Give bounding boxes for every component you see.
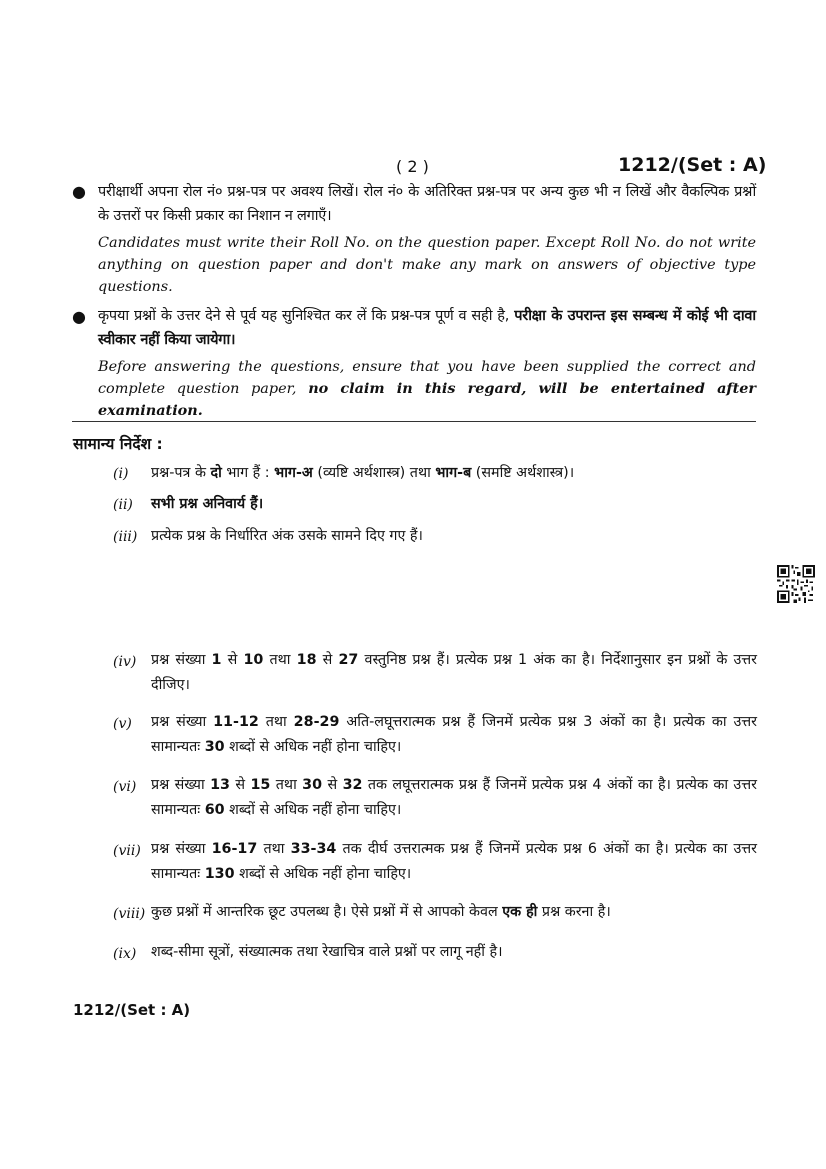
item-text-bold: सभी प्रश्न अनिवार्य हैं। bbox=[151, 496, 264, 512]
item-text-bold: 27 bbox=[338, 652, 359, 668]
item-text-bold: दो bbox=[210, 465, 222, 481]
item-number: (v) bbox=[113, 716, 132, 732]
item-number: (viii) bbox=[113, 906, 146, 922]
item-text: से bbox=[316, 652, 339, 668]
item-text: तथा bbox=[258, 714, 294, 730]
paper-code-header: 1212/(Set : A) bbox=[618, 154, 767, 176]
item-text-bold: 28-29 bbox=[293, 714, 340, 730]
item-number: (iv) bbox=[113, 654, 137, 670]
item-text: वस्तुनिष्ठ प्रश्न हैं। प्रत्येक प्रश्न 1 अंक का है। निर्देशानुसार इन प्रश्नों के उत्तर दीजिए। bbox=[151, 652, 758, 693]
item-text: शब्दों से अधिक नहीं होना चाहिए। bbox=[224, 739, 402, 755]
item-text-bold: 18 bbox=[296, 652, 317, 668]
item-text: तथा bbox=[263, 652, 297, 668]
item-text-bold: एक ही bbox=[502, 904, 538, 920]
item-text: प्रश्न संख्या bbox=[151, 652, 212, 668]
instruction-2-english-bold: no claim in this regard, will be entertained after examination. bbox=[98, 380, 756, 419]
item-text: प्रश्न संख्या bbox=[151, 714, 214, 730]
item-number: (vii) bbox=[113, 843, 141, 859]
bullet-icon: ● bbox=[72, 182, 86, 201]
item-text-bold: 33-34 bbox=[290, 841, 337, 857]
paper-code-footer: 1212/(Set : A) bbox=[73, 1001, 191, 1019]
item-text: प्रत्येक प्रश्न के निर्धारित अंक उसके सामने दिए गए हैं। bbox=[151, 528, 423, 544]
general-item bbox=[151, 710, 757, 760]
general-item bbox=[151, 461, 757, 486]
item-text-bold: 130 bbox=[204, 866, 235, 882]
item-text-bold: 15 bbox=[250, 777, 271, 793]
item-text-bold: भाग-अ bbox=[274, 465, 313, 481]
item-text: प्रश्न संख्या bbox=[151, 777, 211, 793]
item-text: (व्यष्टि अर्थशास्त्र) तथा bbox=[312, 465, 436, 481]
item-text-bold: 60 bbox=[204, 802, 225, 818]
item-number: (i) bbox=[113, 466, 129, 482]
item-text-bold: 11-12 bbox=[213, 714, 259, 730]
item-text: अति-लघूत्तरात्मक प्रश्न हैं जिनमें प्रत्येक प्रश्न 3 अंकों का है। प्रत्येक का उत्तर सामान्यतः bbox=[151, 714, 758, 755]
item-text: प्रश्न संख्या bbox=[151, 841, 212, 857]
instruction-2-english-text: Before answering the questions, ensure that you have been supplied the correct and complete question paper, bbox=[98, 359, 756, 397]
general-item bbox=[151, 492, 757, 517]
item-text: प्रश्न करना है। bbox=[537, 904, 611, 920]
item-text: भाग हैं : bbox=[221, 465, 275, 481]
instruction-2-hindi-bold: परीक्षा के उपरान्त इस सम्बन्ध में कोई भी दावा स्वीकार नहीं किया जायेगा। bbox=[98, 308, 756, 348]
general-item bbox=[151, 773, 757, 823]
item-text: प्रश्न-पत्र के bbox=[151, 465, 211, 481]
item-text: शब्दों से अधिक नहीं होना चाहिए। bbox=[224, 802, 402, 818]
instruction-1-english: Candidates must write their Roll No. on the question paper. Except Roll No. do not write anything on question paper and don't make any mark on answers of objective type questions. bbox=[98, 235, 756, 295]
qr-code-icon bbox=[777, 565, 815, 603]
item-number: (iii) bbox=[113, 529, 138, 545]
item-text: कुछ प्रश्नों में आन्तरिक छूट उपलब्ध है। ऐसे प्रश्नों में से आपको केवल bbox=[151, 904, 503, 920]
instruction-2-hindi bbox=[98, 304, 756, 352]
general-item bbox=[151, 940, 757, 965]
item-text-bold: 10 bbox=[243, 652, 264, 668]
item-text: तथा bbox=[270, 777, 303, 793]
item-text: से bbox=[229, 777, 251, 793]
item-text-bold: भाग-ब bbox=[435, 465, 472, 481]
general-item bbox=[151, 900, 757, 925]
item-text: से bbox=[221, 652, 244, 668]
item-text-bold: 13 bbox=[210, 777, 230, 793]
item-number: (ix) bbox=[113, 946, 137, 962]
item-text: तक लघूत्तरात्मक प्रश्न हैं जिनमें प्रत्येक प्रश्न 4 अंकों का है। प्रत्येक का उत्तर सामान्यतः bbox=[151, 777, 757, 818]
item-text: तथा bbox=[257, 841, 291, 857]
item-text-bold: 1 bbox=[211, 652, 222, 668]
item-text: (समष्टि अर्थशास्त्र)। bbox=[471, 465, 575, 481]
item-number: (vi) bbox=[113, 779, 137, 795]
item-text: शब्दों से अधिक नहीं होना चाहिए। bbox=[234, 866, 412, 882]
item-text: शब्द-सीमा सूत्रों, संख्यात्मक तथा रेखाचित्र वाले प्रश्नों पर लागू नहीं है। bbox=[151, 944, 503, 960]
general-item bbox=[151, 524, 757, 549]
item-text: से bbox=[322, 777, 343, 793]
item-text-bold: 30 bbox=[204, 739, 225, 755]
divider bbox=[72, 421, 756, 422]
item-text: तक दीर्घ उत्तरात्मक प्रश्न हैं जिनमें प्रत्येक प्रश्न 6 अंकों का है। प्रत्येक का उत्तर सामान्यतः bbox=[151, 841, 758, 882]
item-text-bold: 30 bbox=[302, 777, 323, 793]
item-text-bold: 16-17 bbox=[211, 841, 258, 857]
item-text-bold: 32 bbox=[342, 777, 363, 793]
item-number: (ii) bbox=[113, 497, 133, 513]
instruction-2-english bbox=[98, 356, 756, 422]
bullet-icon: ● bbox=[72, 307, 86, 326]
page-number: ( 2 ) bbox=[396, 157, 429, 176]
general-item bbox=[151, 837, 757, 887]
general-instructions-heading: सामान्य निर्देश : bbox=[73, 435, 163, 453]
general-item bbox=[151, 648, 757, 698]
instruction-1-hindi: परीक्षार्थी अपना रोल नं० प्रश्न-पत्र पर अवश्य लिखें। रोल नं० के अतिरिक्त प्रश्न-पत्र पर अन्य कुछ भी न लिखें और वैकल्पिक प्रश्नों के उत्तरों पर किसी प्रकार का निशान न लगाएँ। bbox=[98, 184, 756, 224]
instruction-2-hindi-text: कृपया प्रश्नों के उत्तर देने से पूर्व यह सुनिश्चित कर लें कि प्रश्न-पत्र पूर्ण व सही है, bbox=[98, 308, 515, 324]
